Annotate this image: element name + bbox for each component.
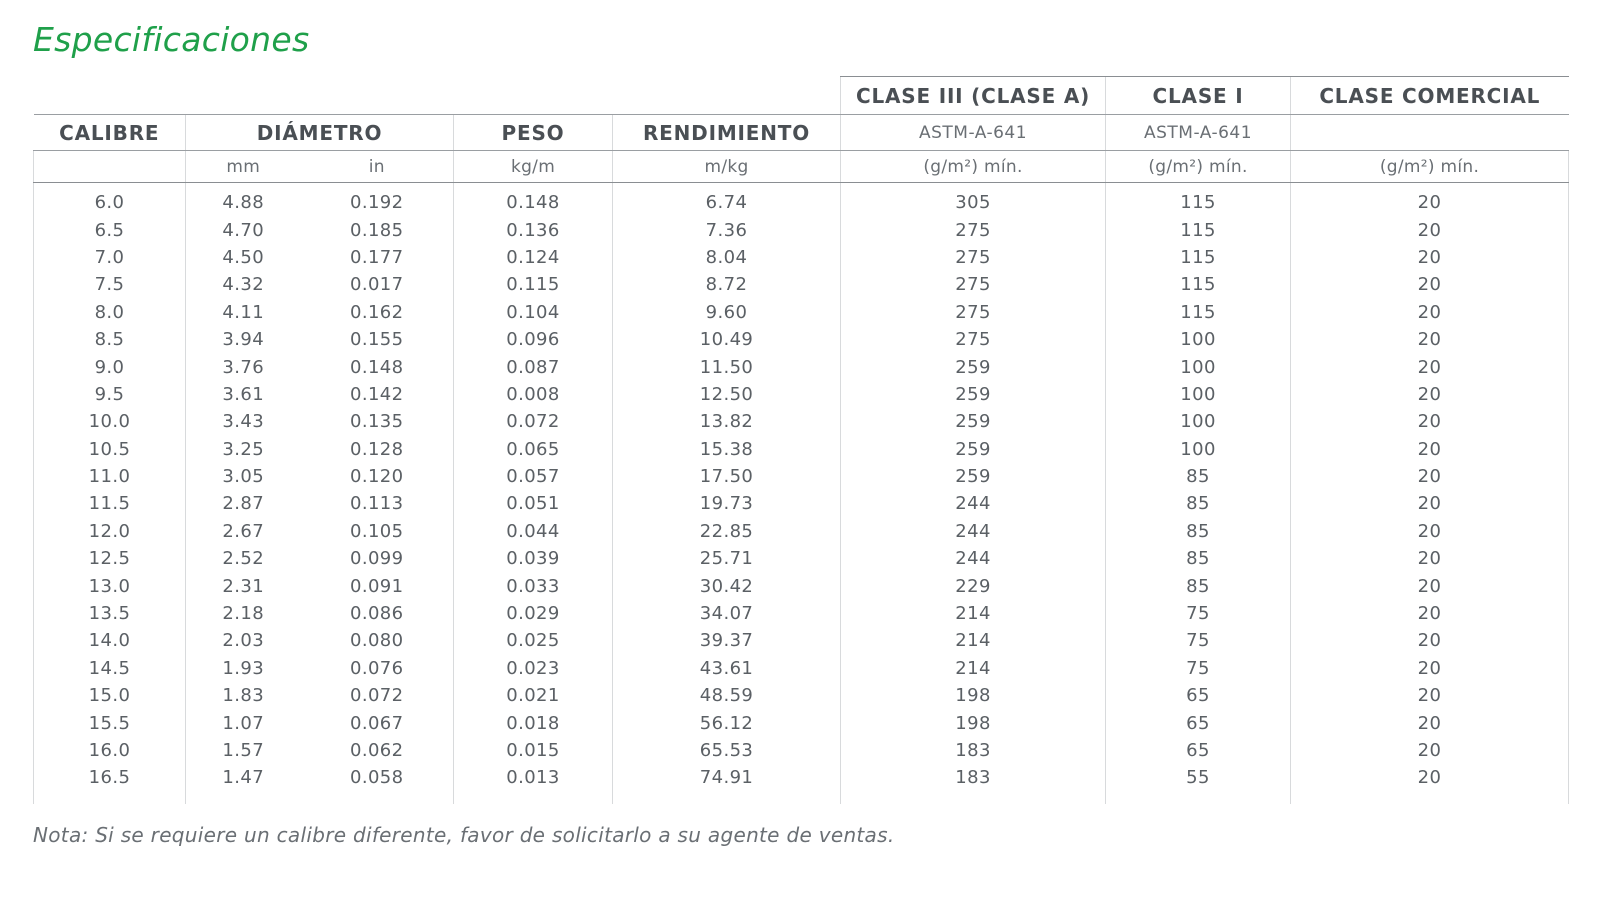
rendimiento-cell: 8.04 — [613, 244, 841, 271]
peso-cell: 0.072 — [454, 408, 613, 435]
peso-cell: 0.148 — [454, 183, 613, 217]
table-row — [34, 381, 1569, 408]
table-row — [34, 764, 1569, 803]
unit-class-i: (g/m²) mín. — [1106, 151, 1291, 183]
diametro-mm-cell: 4.50 — [186, 244, 301, 271]
rendimiento-cell: 17.50 — [613, 463, 841, 490]
peso-cell: 0.087 — [454, 353, 613, 380]
clase-i-cell: 75 — [1106, 600, 1291, 627]
calibre-cell: 6.5 — [34, 216, 186, 243]
clase-i-cell: 115 — [1106, 271, 1291, 298]
clase-comercial-cell: 20 — [1291, 353, 1569, 380]
peso-cell: 0.015 — [454, 737, 613, 764]
clase-iii-cell: 244 — [841, 490, 1106, 517]
diametro-mm-cell: 2.31 — [186, 572, 301, 599]
table-row — [34, 463, 1569, 490]
clase-iii-cell: 259 — [841, 353, 1106, 380]
diametro-in-cell: 0.099 — [349, 548, 404, 570]
peso-cell: 0.025 — [454, 627, 613, 654]
calibre-cell: 10.0 — [34, 408, 186, 435]
clase-comercial-cell: 20 — [1291, 572, 1569, 599]
peso-cell: 0.051 — [454, 490, 613, 517]
diametro-in-cell: 0.128 — [349, 438, 404, 460]
peso-cell: 0.008 — [454, 381, 613, 408]
clase-i-cell: 85 — [1106, 545, 1291, 572]
clase-iii-cell: 214 — [841, 627, 1106, 654]
clase-i-cell: 65 — [1106, 709, 1291, 736]
clase-comercial-cell: 20 — [1291, 244, 1569, 271]
diametro-mm-cell: 1.93 — [186, 655, 301, 682]
table-row — [34, 271, 1569, 298]
class-comercial-header: CLASE COMERCIAL — [1291, 77, 1569, 115]
diametro-mm-cell: 2.18 — [186, 600, 301, 627]
calibre-cell: 10.5 — [34, 436, 186, 463]
diametro-in-cell: 0.067 — [349, 712, 404, 734]
class-iii-header: CLASE III (CLASE A) — [841, 77, 1106, 115]
diametro-in-cell: 0.162 — [349, 301, 404, 323]
table-row — [34, 436, 1569, 463]
calibre-cell: 12.0 — [34, 518, 186, 545]
clase-iii-cell: 275 — [841, 326, 1106, 353]
clase-i-cell: 85 — [1106, 463, 1291, 490]
calibre-cell: 14.5 — [34, 655, 186, 682]
diametro-in-cell: 0.177 — [349, 246, 404, 268]
diametro-mm-cell: 4.11 — [186, 299, 301, 326]
clase-iii-cell: 244 — [841, 545, 1106, 572]
clase-comercial-cell: 20 — [1291, 545, 1569, 572]
diametro-mm-cell: 4.32 — [186, 271, 301, 298]
peso-cell: 0.057 — [454, 463, 613, 490]
spec-table-body — [34, 183, 1569, 804]
clase-comercial-cell: 20 — [1291, 709, 1569, 736]
clase-comercial-cell: 20 — [1291, 600, 1569, 627]
clase-iii-cell: 275 — [841, 271, 1106, 298]
diametro-in-cell: 0.155 — [349, 329, 404, 351]
rendimiento-cell: 39.37 — [613, 627, 841, 654]
unit-in: in — [301, 151, 454, 183]
clase-i-cell: 75 — [1106, 627, 1291, 654]
diametro-mm-cell: 3.76 — [186, 353, 301, 380]
clase-iii-cell: 275 — [841, 299, 1106, 326]
table-row — [34, 655, 1569, 682]
calibre-cell: 15.5 — [34, 709, 186, 736]
clase-i-cell: 115 — [1106, 183, 1291, 217]
diametro-mm-cell: 3.05 — [186, 463, 301, 490]
diametro-in-cell: 0.113 — [349, 493, 404, 515]
table-row — [34, 518, 1569, 545]
clase-i-cell: 115 — [1106, 299, 1291, 326]
clase-iii-cell: 214 — [841, 655, 1106, 682]
clase-i-cell: 100 — [1106, 408, 1291, 435]
clase-i-cell: 65 — [1106, 682, 1291, 709]
table-row — [34, 627, 1569, 654]
class-i-standard: ASTM-A-641 — [1106, 115, 1291, 151]
clase-i-cell: 115 — [1106, 244, 1291, 271]
rendimiento-cell: 9.60 — [613, 299, 841, 326]
diametro-mm-cell: 4.70 — [186, 216, 301, 243]
class-header-row — [34, 77, 1569, 115]
clase-iii-cell: 198 — [841, 709, 1106, 736]
clase-i-cell: 100 — [1106, 326, 1291, 353]
rendimiento-cell: 12.50 — [613, 381, 841, 408]
diametro-mm-cell: 3.94 — [186, 326, 301, 353]
peso-cell: 0.018 — [454, 709, 613, 736]
clase-comercial-cell: 20 — [1291, 490, 1569, 517]
calibre-cell: 9.0 — [34, 353, 186, 380]
peso-cell: 0.044 — [454, 518, 613, 545]
clase-iii-cell: 229 — [841, 572, 1106, 599]
diametro-mm-cell: 3.61 — [186, 381, 301, 408]
column-header-row — [34, 115, 1569, 151]
diametro-in-cell: 0.148 — [349, 356, 404, 378]
peso-header: PESO — [454, 115, 613, 151]
peso-cell: 0.029 — [454, 600, 613, 627]
clase-i-cell: 55 — [1106, 764, 1291, 803]
units-row — [34, 151, 1569, 183]
rendimiento-cell: 43.61 — [613, 655, 841, 682]
table-row — [34, 408, 1569, 435]
calibre-cell: 7.0 — [34, 244, 186, 271]
rendimiento-header: RENDIMIENTO — [613, 115, 841, 151]
table-row — [34, 216, 1569, 243]
rendimiento-cell: 25.71 — [613, 545, 841, 572]
clase-comercial-cell: 20 — [1291, 183, 1569, 217]
diametro-mm-cell: 4.88 — [186, 183, 301, 217]
clase-i-cell: 85 — [1106, 572, 1291, 599]
rendimiento-cell: 13.82 — [613, 408, 841, 435]
calibre-cell: 15.0 — [34, 682, 186, 709]
clase-i-cell: 100 — [1106, 381, 1291, 408]
class-comercial-standard — [1291, 115, 1569, 151]
diametro-mm-cell: 1.07 — [186, 709, 301, 736]
rendimiento-cell: 34.07 — [613, 600, 841, 627]
unit-kg-m: kg/m — [454, 151, 613, 183]
peso-cell: 0.013 — [454, 764, 613, 803]
rendimiento-cell: 8.72 — [613, 271, 841, 298]
clase-comercial-cell: 20 — [1291, 271, 1569, 298]
table-row — [34, 572, 1569, 599]
unit-m-kg: m/kg — [613, 151, 841, 183]
calibre-cell: 16.0 — [34, 737, 186, 764]
diametro-mm-cell: 3.43 — [186, 408, 301, 435]
table-row — [34, 299, 1569, 326]
diametro-mm-cell: 2.87 — [186, 490, 301, 517]
table-row — [34, 244, 1569, 271]
clase-iii-cell: 305 — [841, 183, 1106, 217]
clase-iii-cell: 259 — [841, 436, 1106, 463]
diametro-in-cell: 0.076 — [349, 657, 404, 679]
calibre-cell: 7.5 — [34, 271, 186, 298]
table-row — [34, 545, 1569, 572]
calibre-cell: 13.5 — [34, 600, 186, 627]
clase-i-cell: 75 — [1106, 655, 1291, 682]
table-row — [34, 600, 1569, 627]
diametro-mm-cell: 1.47 — [186, 764, 301, 803]
clase-i-cell: 85 — [1106, 518, 1291, 545]
table-row — [34, 490, 1569, 517]
calibre-cell: 6.0 — [34, 183, 186, 217]
calibre-cell: 14.0 — [34, 627, 186, 654]
clase-iii-cell: 259 — [841, 381, 1106, 408]
peso-cell: 0.136 — [454, 216, 613, 243]
clase-comercial-cell: 20 — [1291, 436, 1569, 463]
rendimiento-cell: 19.73 — [613, 490, 841, 517]
clase-comercial-cell: 20 — [1291, 764, 1569, 803]
unit-class-iii: (g/m²) mín. — [841, 151, 1106, 183]
class-iii-standard: ASTM-A-641 — [841, 115, 1106, 151]
diametro-in-cell: 0.091 — [349, 575, 404, 597]
calibre-cell: 16.5 — [34, 764, 186, 803]
rendimiento-cell: 6.74 — [613, 183, 841, 217]
diametro-in-cell: 0.142 — [349, 383, 404, 405]
calibre-cell: 12.5 — [34, 545, 186, 572]
table-row — [34, 709, 1569, 736]
table-row — [34, 737, 1569, 764]
rendimiento-cell: 74.91 — [613, 764, 841, 803]
diametro-mm-cell: 1.83 — [186, 682, 301, 709]
peso-cell: 0.115 — [454, 271, 613, 298]
clase-iii-cell: 198 — [841, 682, 1106, 709]
calibre-cell: 11.5 — [34, 490, 186, 517]
unit-mm: mm — [186, 151, 301, 183]
diametro-in-cell: 0.062 — [349, 740, 404, 761]
peso-cell: 0.039 — [454, 545, 613, 572]
clase-iii-cell: 244 — [841, 518, 1106, 545]
clase-comercial-cell: 20 — [1291, 655, 1569, 682]
rendimiento-cell: 15.38 — [613, 436, 841, 463]
diametro-mm-cell: 1.57 — [186, 737, 301, 764]
clase-comercial-cell: 20 — [1291, 518, 1569, 545]
clase-i-cell: 100 — [1106, 436, 1291, 463]
calibre-cell: 8.0 — [34, 299, 186, 326]
calibre-cell: 8.5 — [34, 326, 186, 353]
diametro-in-cell: 0.192 — [349, 192, 404, 214]
clase-comercial-cell: 20 — [1291, 737, 1569, 764]
diametro-mm-cell: 2.52 — [186, 545, 301, 572]
clase-i-cell: 100 — [1106, 353, 1291, 380]
clase-comercial-cell: 20 — [1291, 682, 1569, 709]
peso-cell: 0.124 — [454, 244, 613, 271]
clase-iii-cell: 259 — [841, 463, 1106, 490]
class-i-header: CLASE I — [1106, 77, 1291, 115]
clase-i-cell: 115 — [1106, 216, 1291, 243]
clase-comercial-cell: 20 — [1291, 463, 1569, 490]
peso-cell: 0.021 — [454, 682, 613, 709]
rendimiento-cell: 56.12 — [613, 709, 841, 736]
table-row — [34, 183, 1569, 217]
clase-comercial-cell: 20 — [1291, 408, 1569, 435]
clase-iii-cell: 183 — [841, 764, 1106, 803]
clase-iii-cell: 259 — [841, 408, 1106, 435]
diametro-in-cell: 0.072 — [349, 685, 404, 707]
diametro-in-cell: 0.080 — [349, 630, 404, 652]
diametro-mm-cell: 2.03 — [186, 627, 301, 654]
rendimiento-cell: 10.49 — [613, 326, 841, 353]
clase-iii-cell: 214 — [841, 600, 1106, 627]
peso-cell: 0.096 — [454, 326, 613, 353]
calibre-cell: 9.5 — [34, 381, 186, 408]
rendimiento-cell: 22.85 — [613, 518, 841, 545]
clase-i-cell: 65 — [1106, 737, 1291, 764]
rendimiento-cell: 48.59 — [613, 682, 841, 709]
clase-iii-cell: 275 — [841, 216, 1106, 243]
diametro-mm-cell: 3.25 — [186, 436, 301, 463]
calibre-header: CALIBRE — [34, 115, 186, 151]
page-title: Especificaciones — [33, 20, 310, 59]
peso-cell: 0.065 — [454, 436, 613, 463]
rendimiento-cell: 30.42 — [613, 572, 841, 599]
peso-cell: 0.104 — [454, 299, 613, 326]
table-row — [34, 353, 1569, 380]
diametro-in-cell: 0.185 — [349, 219, 404, 241]
diametro-in-cell: 0.058 — [349, 767, 404, 789]
clase-comercial-cell: 20 — [1291, 627, 1569, 654]
table-row — [34, 326, 1569, 353]
clase-comercial-cell: 20 — [1291, 216, 1569, 243]
diametro-header: DIÁMETRO — [186, 115, 454, 151]
diametro-mm-cell: 2.67 — [186, 518, 301, 545]
clase-comercial-cell: 20 — [1291, 381, 1569, 408]
rendimiento-cell: 7.36 — [613, 216, 841, 243]
rendimiento-cell: 65.53 — [613, 737, 841, 764]
clase-comercial-cell: 20 — [1291, 326, 1569, 353]
clase-iii-cell: 275 — [841, 244, 1106, 271]
diametro-in-cell: 0.086 — [349, 603, 404, 625]
rendimiento-cell: 11.50 — [613, 353, 841, 380]
peso-cell: 0.033 — [454, 572, 613, 599]
diametro-in-cell: 0.105 — [349, 520, 404, 542]
spec-table — [33, 76, 1569, 804]
clase-i-cell: 85 — [1106, 490, 1291, 517]
diametro-in-cell: 0.017 — [349, 274, 404, 296]
calibre-cell: 13.0 — [34, 572, 186, 599]
diametro-in-cell: 0.135 — [349, 411, 404, 433]
clase-iii-cell: 183 — [841, 737, 1106, 764]
clase-comercial-cell: 20 — [1291, 299, 1569, 326]
diametro-in-cell: 0.120 — [349, 466, 404, 488]
table-row — [34, 682, 1569, 709]
calibre-cell: 11.0 — [34, 463, 186, 490]
footnote: Nota: Si se requiere un calibre diferente, favor de solicitarlo a su agente de ventas. — [33, 823, 895, 847]
peso-cell: 0.023 — [454, 655, 613, 682]
unit-class-comercial: (g/m²) mín. — [1291, 151, 1569, 183]
